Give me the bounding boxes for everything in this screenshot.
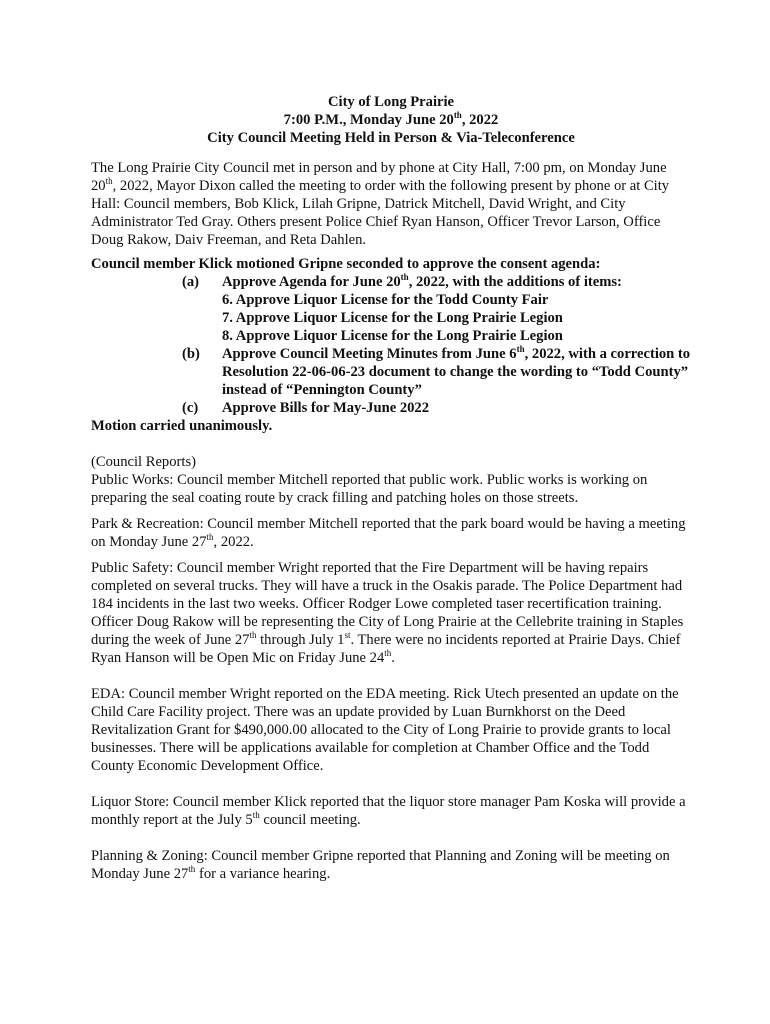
- planning-zoning-report: Planning & Zoning: Council member Gripne reported that Planning and Zoning will be meeting on Monday June 27th for a variance hearing.: [91, 848, 670, 882]
- agenda-item-a: [91, 273, 691, 291]
- motion-heading: Council member Klick motioned Gripne seconded to approve the consent agenda:: [91, 256, 601, 272]
- public-works-report: Public Works: Council member Mitchell reported that public work. Public works is working on preparing the seal coating route by crack filling and patching holes on those streets.: [91, 472, 648, 506]
- city-title: City of Long Prairie: [327, 94, 455, 110]
- public-safety-report: Public Safety: Council member Wright reported that the Fire Department will be having repairs completed on several trucks. They will have a truck in the Osakis parade. The Police Department had 184 incidents in the last two weeks. Officer Rodger Lowe completed taser recertification training. Officer Doug Rakow will be representing the City of Long Prairie at the Cellebrite training in Staples during the week of June 27th through July 1st. There were no incidents reported at Prairie Days. Chief Ryan Hanson will be Open Mic on Friday June 24th.: [91, 560, 684, 666]
- consent-agenda-motion: [91, 255, 691, 435]
- agenda-letter-c: (c): [182, 400, 199, 416]
- agenda-letter-a: (a): [182, 274, 200, 290]
- agenda-subitem-8: 8. Approve Liquor License for the Long Prairie Legion: [222, 328, 563, 344]
- motion-result: Motion carried unanimously.: [91, 418, 273, 434]
- agenda-letter-b: (b): [182, 346, 200, 362]
- document-page: [91, 93, 691, 883]
- document-header: [91, 93, 691, 147]
- agenda-text-c: Approve Bills for May-June 2022: [222, 400, 430, 416]
- agenda-text-b: Approve Council Meeting Minutes from June 6th, 2022, with a correction to Resolution 22-06-06-23 document to change the wording to “Todd County” instead of “Pennington County”: [222, 344, 691, 398]
- meeting-title: City Council Meeting Held in Person & Via-Teleconference: [207, 130, 575, 146]
- meeting-time: 7:00 P.M., Monday June 20th, 2022: [283, 110, 499, 128]
- agenda-item-b: [91, 345, 691, 399]
- agenda-subitem-6: 6. Approve Liquor License for the Todd County Fair: [222, 292, 549, 308]
- eda-report: EDA: Council member Wright reported on the EDA meeting. Rick Utech presented an update on the Child Care Facility project. There was an update provided by Luan Burnkhorst on the Deed Revitalization Grant for $490,000.00 allocated to the City of Long Prairie to provide grants to local businesses. There will be applications available for completion at Chamber Office and the Todd County Economic Development Office.: [91, 686, 679, 774]
- park-recreation-report: Park & Recreation: Council member Mitchell reported that the park board would be having a meeting on Monday June 27th, 2022.: [91, 516, 686, 550]
- intro-paragraph: The Long Prairie City Council met in person and by phone at City Hall, 7:00 pm, on Monday June 20th, 2022, Mayor Dixon called the meeting to order with the following present by phone or at City Hall: Council members, Bob Klick, Lilah Gripne, Datrick Mitchell, David Wright, and City Administrator Ted Gray. Others present Police Chief Ryan Hanson, Officer Trevor Larson, Office Doug Rakow, Daiv Freeman, and Reta Dahlen.: [91, 160, 670, 248]
- liquor-store-report: Liquor Store: Council member Klick reported that the liquor store manager Pam Koska will provide a monthly report at the July 5th council meeting.: [91, 794, 686, 828]
- council-reports-label: (Council Reports): [91, 454, 196, 470]
- agenda-subitem-7: 7. Approve Liquor License for the Long Prairie Legion: [222, 310, 563, 326]
- agenda-item-c: [91, 399, 691, 417]
- agenda-text-a: Approve Agenda for June 20th, 2022, with the additions of items:: [222, 272, 622, 290]
